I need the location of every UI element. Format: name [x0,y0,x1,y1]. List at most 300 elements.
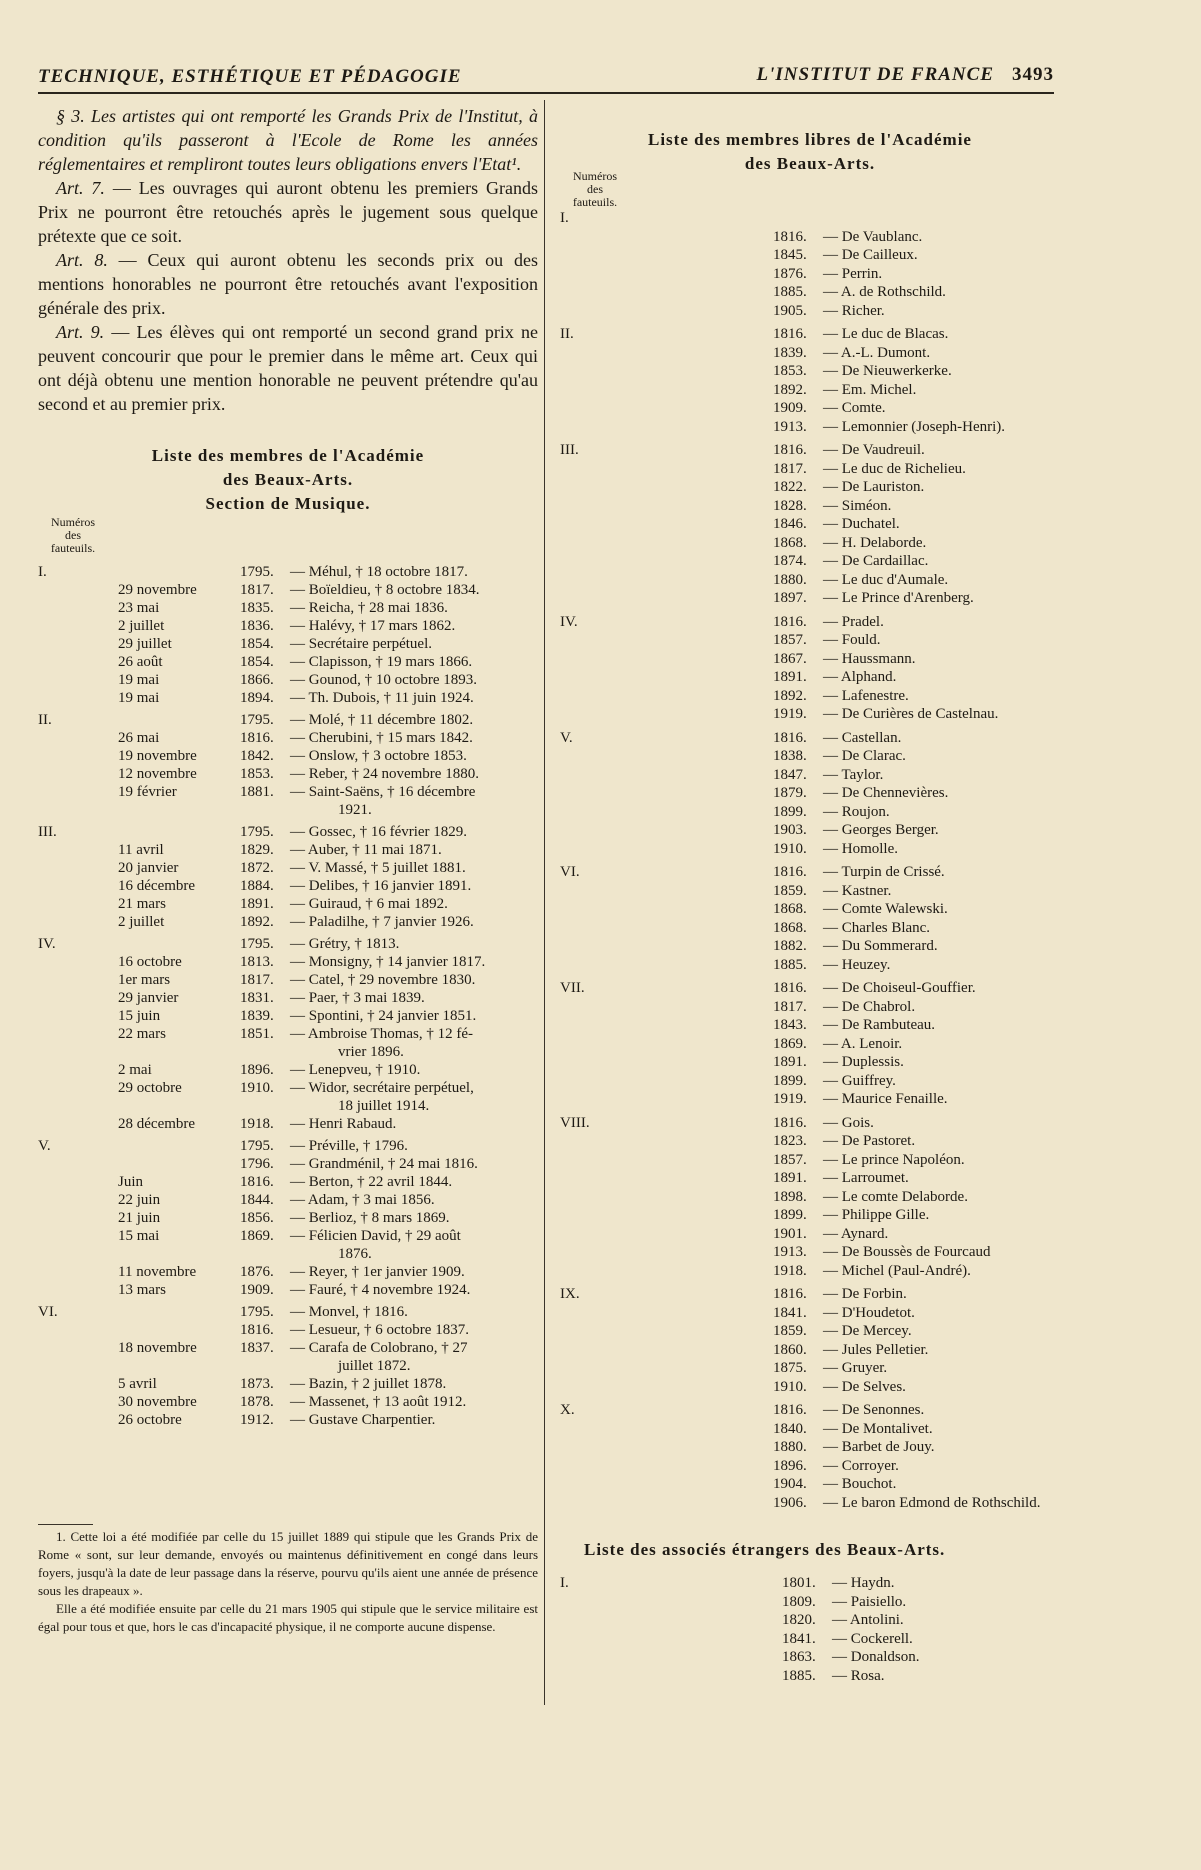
election-year: 1867. [773,650,807,667]
member-name: — Perrin. [823,265,883,282]
member-name: — Clapisson, † 19 mars 1866. [290,654,473,670]
free-member-row [560,1262,1060,1281]
election-year: 1857. [773,632,807,648]
music-member-row [38,801,538,819]
member-name: — De Clarac. [823,748,906,764]
election-year: 1841. [782,1630,816,1647]
election-year: 1840. [773,1420,807,1437]
election-year: 1910. [773,1378,807,1395]
election-date: 19 février [118,784,177,800]
free-member-row [560,1401,1060,1420]
free-member-row [560,418,1060,437]
election-year: 1905. [773,302,807,319]
free-member-row [560,325,1060,344]
election-year: 1876. [240,1264,274,1280]
music-member-row [38,1155,538,1173]
member-name: — Corroyer. [823,1457,899,1474]
free-member-row [560,687,1060,706]
election-year: 1857. [773,1151,807,1168]
election-year: 1903. [773,822,807,838]
member-name: — Paisiello. [832,1593,907,1610]
music-member-row [38,1137,538,1155]
election-date: 29 novembre [118,582,197,598]
seat-number: V. [560,729,573,746]
free-member-row [560,1225,1060,1244]
free-member-row [560,209,1060,228]
member-name: — Kastner. [823,882,892,899]
free-member-row [560,1188,1060,1207]
article-9-text: — Les élèves qui ont remporté un second grand prix ne peuvent concourir que pour le premier dans le même art. Ceux qui ont déjà obtenu une mention honorable ne peuvent prétendre qu'au second et au premier prix. [38,322,539,414]
election-year: 1841. [773,1304,807,1321]
election-year: 1884. [240,878,274,894]
member-name: — Homolle. [823,840,898,857]
left-column [38,104,538,1429]
music-member-row [38,711,538,729]
free-member-row [560,283,1060,302]
election-year: 1868. [773,534,807,551]
music-member-row [38,953,538,971]
election-year: 1878. [240,1394,274,1410]
member-name: — Lemonnier (Joseph-Henri). [823,418,1006,435]
article-8 [38,248,538,320]
member-name: — Massenet, † 13 août 1912. [290,1394,467,1410]
free-member-row [560,1285,1060,1304]
election-year: 1898. [773,1188,807,1205]
numbers-heading-line-1: Numéros [51,515,95,529]
member-name: — De Rambuteau. [823,1017,936,1033]
member-name: — Reber, † 24 novembre 1880. [290,766,479,782]
election-year: 1816. [773,613,807,630]
section-3-paragraph: § 3. Les artistes qui ont remporté les Grands Prix de l'Institut, à condition qu'ils passeront à l'Ecole de Rome les années réglementaires et rempliront toutes leurs obligations envers l'Etat¹. [38,106,538,174]
free-member-row [560,900,1060,919]
election-year: 1860. [773,1341,807,1358]
election-year: 1816. [773,1286,807,1302]
member-name: — A.-L. Dumont. [823,344,931,361]
free-numbers-heading-line-2: des [587,182,603,196]
member-name: — Reicha, † 28 mai 1836. [290,600,448,616]
election-year: 1796. [240,1156,274,1172]
member-name: — Georges Berger. [823,822,939,838]
music-member-row [38,877,538,895]
election-year: 1851. [240,1026,274,1042]
music-member-row [38,1079,538,1097]
music-member-row [38,913,538,931]
foreign-associate-row [560,1648,1060,1667]
member-name: — De Chennevières. [823,785,949,801]
free-member-row [560,803,1060,822]
footnotes [38,1528,538,1636]
free-member-row [560,399,1060,418]
member-name: — Comte Walewski. [823,901,948,917]
music-member-row [38,783,538,801]
member-name: — De Pastoret. [823,1133,916,1149]
member-name: 1921. [338,802,372,818]
election-year: 1919. [773,706,807,722]
member-name: — Fauré, † 4 novembre 1924. [290,1282,471,1298]
free-member-row [560,956,1060,975]
free-member-row [560,1114,1060,1133]
election-date: 1er mars [118,972,171,988]
music-member-row [38,689,538,707]
article-8-text: — Ceux qui auront obtenu les seconds prix ou des mentions honorables ne pourront être retouchés avant l'exposition générale des prix. [38,250,538,318]
free-member-row [560,381,1060,400]
member-name: — Em. Michel. [823,381,917,398]
free-member-row [560,344,1060,363]
election-date: 19 novembre [118,748,197,764]
free-member-row [560,478,1060,497]
music-member-row [38,1303,538,1321]
member-name: — Larroumet. [823,1170,909,1186]
music-member-row [38,765,538,783]
election-date: 29 janvier [118,990,179,1006]
music-list-numbers-heading [38,516,108,555]
election-year: 1885. [773,956,807,973]
foreign-associate-row [560,1630,1060,1649]
free-member-row [560,228,1060,247]
free-member-row [560,497,1060,516]
member-name: — De Selves. [823,1378,906,1395]
member-name: — V. Massé, † 5 juillet 1881. [290,860,466,876]
seat-number: IV. [38,936,56,952]
member-name: — Haydn. [832,1575,895,1591]
election-year: 1817. [773,998,807,1015]
election-year: 1879. [773,785,807,801]
election-date: 2 mai [118,1062,152,1078]
election-year: 1897. [773,590,807,606]
foreign-associates-title: Liste des associés étrangers des Beaux-Arts. [584,1540,946,1559]
election-date: 2 juillet [118,618,165,634]
free-member-row [560,460,1060,479]
running-title-right: L'INSTITUT DE FRANCE [756,64,994,85]
member-name: — Pradel. [823,613,884,630]
music-member-row [38,1097,538,1115]
member-name: — Rosa. [832,1667,885,1684]
member-name: — Roujon. [823,803,890,820]
election-year: 1892. [773,687,807,704]
seat-number: VI. [560,864,580,880]
election-year: 1809. [782,1593,816,1610]
election-year: 1909. [240,1282,274,1298]
seat-number: I. [560,1575,569,1591]
election-year: 1795. [240,712,274,728]
music-member-row [38,671,538,689]
election-date: 16 octobre [118,954,182,970]
free-member-row [560,1132,1060,1151]
music-member-row [38,1227,538,1245]
election-year: 1873. [240,1376,274,1392]
election-year: 1913. [773,1244,807,1260]
free-member-row [560,998,1060,1017]
music-member-row [38,653,538,671]
election-date: 12 novembre [118,766,197,782]
music-member-row [38,841,538,859]
member-name: — Duchatel. [823,516,900,532]
seat-number: VII. [560,980,585,996]
election-year: 1835. [240,600,274,616]
member-name: — Lesueur, † 6 octobre 1837. [290,1322,469,1338]
election-date: 21 mars [118,896,166,912]
election-year: 1816. [773,729,807,746]
election-date: 23 mai [118,600,160,616]
member-name: — Lafenestre. [823,687,909,704]
member-name: — Félicien David, † 29 août [290,1228,461,1244]
election-date: 16 décembre [118,878,196,894]
music-member-row [38,1061,538,1079]
foreign-associate-row [560,1611,1060,1630]
member-name: — Monsigny, † 14 janvier 1817. [290,954,486,970]
free-member-row [560,650,1060,669]
numbers-heading-line-2: des [65,528,81,542]
page-number: 3493 [1012,64,1054,85]
election-year: 1816. [773,1402,807,1418]
member-name: — Heuzey. [823,956,891,973]
election-year: 1869. [240,1228,274,1244]
election-year: 1885. [782,1667,816,1684]
music-member-row [38,971,538,989]
member-name: — Grétry, † 1813. [290,936,400,952]
footnote-1: 1. Cette loi a été modifiée par celle du 15 juillet 1889 qui stipule que les Grands Prix de Rome « sont, sur leur demande, envoyés ou maintenus définitivement en congé dans leurs foyers, jusqu'à la date de leur passage dans la réserve, pourvu qu'ils aient une année de présence sous les drapeaux ». [38,1529,538,1598]
election-year: 1795. [240,936,274,952]
article-8-label: Art. 8. [56,250,108,270]
music-member-row [38,729,538,747]
free-member-row [560,840,1060,859]
election-year: 1816. [240,730,274,746]
free-member-row [560,571,1060,590]
election-year: 1891. [773,669,807,685]
election-year: 1912. [240,1412,274,1428]
member-name: — Gossec, † 16 février 1829. [290,824,468,840]
free-member-row [560,1072,1060,1091]
member-name: — Saint-Saëns, † 16 décembre [290,784,476,800]
election-date: 28 décembre [118,1116,196,1132]
election-year: 1906. [773,1494,807,1511]
election-year: 1843. [773,1017,807,1033]
member-name: — Secrétaire perpétuel. [290,636,433,652]
free-member-row [560,1053,1060,1072]
article-7 [38,176,538,248]
member-name: — Le baron Edmond de Rothschild. [823,1494,1041,1511]
music-member-row [38,617,538,635]
election-year: 1816. [773,442,807,458]
election-year: 1842. [240,748,274,764]
election-year: 1885. [773,284,807,300]
member-name: — De Curières de Castelnau. [823,706,999,722]
member-name: — Le Prince d'Arenberg. [823,590,974,606]
election-year: 1801. [782,1575,816,1591]
election-date: 18 novembre [118,1340,197,1356]
election-date: 2 juillet [118,914,165,930]
music-member-row [38,1263,538,1281]
election-date: 26 octobre [118,1412,182,1428]
election-date: 26 mai [118,730,160,746]
election-year: 1846. [773,516,807,532]
member-name: 1876. [338,1246,372,1262]
free-member-row [560,882,1060,901]
music-member-row [38,1115,538,1133]
election-year: 1881. [240,784,274,800]
footnote-2: Elle a été modifiée ensuite par celle du 21 mars 1905 qui stipule que le service militaire est égal pour tous et que, hors le cas d'incapacité physique, il ne comporte aucune dispense. [38,1601,538,1634]
free-member-row [560,1243,1060,1262]
election-year: 1813. [240,954,274,970]
free-member-row [560,1341,1060,1360]
music-member-row [38,1357,538,1375]
election-year: 1838. [773,748,807,764]
election-year: 1869. [773,1035,807,1052]
member-name: — Le duc de Blacas. [823,326,949,342]
member-name: — Delibes, † 16 janvier 1891. [290,878,472,894]
election-year: 1866. [240,672,274,688]
music-member-row [38,1281,538,1299]
election-year: 1817. [240,582,274,598]
member-name: — Duplessis. [823,1054,904,1070]
free-member-row [560,729,1060,748]
election-year: 1816. [240,1322,274,1338]
election-year: 1817. [773,460,807,477]
free-member-row [560,766,1060,785]
election-year: 1913. [773,418,807,435]
member-name: — Charles Blanc. [823,919,931,936]
member-name: — A. de Rothschild. [823,284,946,300]
free-member-row [560,1494,1060,1513]
music-member-row [38,895,538,913]
music-member-row [38,1411,538,1429]
member-name: — Boïeldieu, † 8 octobre 1834. [290,582,480,598]
election-year: 1896. [240,1062,274,1078]
member-name: — De Vaudreuil. [823,442,925,458]
election-date: 29 juillet [118,636,172,652]
member-name: — Méhul, † 18 octobre 1817. [290,564,468,580]
free-list-numbers-heading [560,170,630,209]
election-year: 1816. [773,864,807,880]
member-name: — Richer. [823,302,885,319]
free-member-row [560,1169,1060,1188]
election-date: 5 avril [118,1376,157,1392]
free-numbers-heading-line-1: Numéros [573,169,617,183]
music-member-row [38,1173,538,1191]
election-year: 1899. [773,803,807,820]
free-member-row [560,1420,1060,1439]
seat-number: IX. [560,1286,580,1302]
election-year: 1856. [240,1210,274,1226]
music-member-row [38,1209,538,1227]
election-year: 1816. [773,326,807,342]
election-year: 1816. [773,1114,807,1131]
member-name: — Siméon. [823,497,892,514]
seat-number: I. [560,210,569,226]
member-name: — Comte. [823,400,886,416]
election-year: 1875. [773,1360,807,1376]
free-member-row [560,613,1060,632]
free-member-row [560,1457,1060,1476]
free-member-row [560,1035,1060,1054]
free-member-row [560,1475,1060,1494]
election-year: 1892. [240,914,274,930]
free-member-row [560,589,1060,608]
election-year: 1828. [773,497,807,514]
member-name: — De Chabrol. [823,998,916,1015]
election-year: 1899. [773,1207,807,1223]
music-member-row [38,1191,538,1209]
member-name: — Th. Dubois, † 11 juin 1924. [290,690,474,706]
member-name: — Cockerell. [832,1630,913,1647]
member-name: — Gounod, † 10 octobre 1893. [290,672,478,688]
election-year: 1863. [782,1649,816,1665]
free-member-row [560,246,1060,265]
music-member-row [38,747,538,765]
member-name: — Molé, † 11 décembre 1802. [290,712,474,728]
right-column [560,128,1060,1685]
footnote-rule [38,1524,93,1525]
election-date: 26 août [118,654,163,670]
free-member-row [560,784,1060,803]
election-year: 1868. [773,901,807,917]
member-name: — Gustave Charpentier. [290,1412,436,1428]
article-9 [38,320,538,416]
free-member-row [560,362,1060,381]
free-member-row [560,1090,1060,1109]
election-year: 1876. [773,265,807,282]
member-name: — De Montalivet. [823,1420,933,1437]
election-year: 1839. [240,1008,274,1024]
music-list-title [38,444,538,516]
member-name: — Du Sommerard. [823,938,938,954]
election-date: 29 octobre [118,1080,182,1096]
free-member-row [560,441,1060,460]
election-date: 20 janvier [118,860,179,876]
election-year: 1904. [773,1476,807,1492]
election-year: 1918. [240,1116,274,1132]
election-year: 1872. [240,860,274,876]
member-name: — Auber, † 11 mai 1871. [290,842,442,858]
member-name: — De Forbin. [823,1286,907,1302]
election-year: 1901. [773,1225,807,1242]
music-member-row [38,1375,538,1393]
election-year: 1816. [773,228,807,245]
member-name: — A. Lenoir. [823,1035,903,1052]
member-name: — Cherubini, † 15 mars 1842. [290,730,473,746]
free-member-row [560,1322,1060,1341]
election-date: 19 mai [118,690,160,706]
election-date: 15 juin [118,1008,161,1024]
member-name: — Fould. [823,632,881,648]
election-year: 1795. [240,1304,274,1320]
member-name: — Gois. [823,1114,874,1131]
election-year: 1880. [773,571,807,588]
member-name: — Monvel, † 1816. [290,1304,408,1320]
member-name: — De Mercey. [823,1323,912,1339]
free-member-row [560,1016,1060,1035]
election-year: 1820. [782,1612,816,1628]
member-name: — Adam, † 3 mai 1856. [290,1192,435,1208]
election-year: 1882. [773,938,807,954]
member-name: — D'Houdetot. [823,1304,915,1321]
election-year: 1909. [773,400,807,416]
election-date: 22 juin [118,1192,161,1208]
election-year: 1892. [773,381,807,398]
member-name: — Le prince Napoléon. [823,1151,965,1168]
election-date: 15 mai [118,1228,160,1244]
election-date: 21 juin [118,1210,161,1226]
election-year: 1844. [240,1192,274,1208]
member-name: — Reyer, † 1er janvier 1909. [290,1264,465,1280]
election-year: 1859. [773,1323,807,1339]
member-name: — Gruyer. [823,1360,888,1376]
free-member-row [560,552,1060,571]
member-name: — Carafa de Colobrano, † 27 [290,1340,468,1356]
seat-number: VIII. [560,1114,590,1131]
free-member-row [560,631,1060,650]
free-member-row [560,919,1060,938]
